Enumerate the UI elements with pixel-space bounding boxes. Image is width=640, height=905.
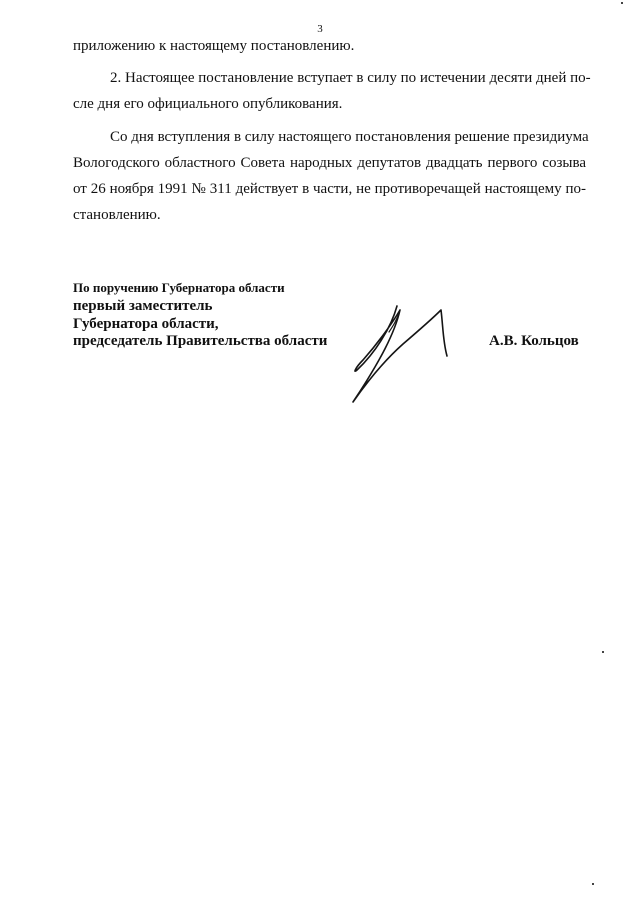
signature-title-line: Губернатора области, xyxy=(73,316,219,332)
body-line: Вологодского областного Совета народных депутатов двадцать первого созыва xyxy=(73,155,586,171)
scan-speck xyxy=(621,2,623,4)
signature-title-line: По поручению Губернатора области xyxy=(73,280,285,295)
body-line: от 26 ноября 1991 № 311 действует в части, не противоречащей настоящему по- xyxy=(73,181,586,197)
body-line: 2. Настоящее постановление вступает в силу по истечении десяти дней по- xyxy=(110,70,591,86)
body-line: сле дня его официального опубликования. xyxy=(73,96,343,112)
signatory-name: А.В. Кольцов xyxy=(489,333,579,349)
scan-speck xyxy=(592,883,594,885)
body-line: Со дня вступления в силу настоящего постановления решение президиума xyxy=(110,129,589,145)
body-line: приложению к настоящему постановлению. xyxy=(73,38,355,54)
page-number: 3 xyxy=(317,23,323,35)
signature-title-line: первый заместитель xyxy=(73,298,213,314)
signature-title-line: председатель Правительства области xyxy=(73,333,328,349)
handwritten-signature xyxy=(345,298,465,408)
scan-speck xyxy=(602,651,604,653)
body-line: становлению. xyxy=(73,207,161,223)
